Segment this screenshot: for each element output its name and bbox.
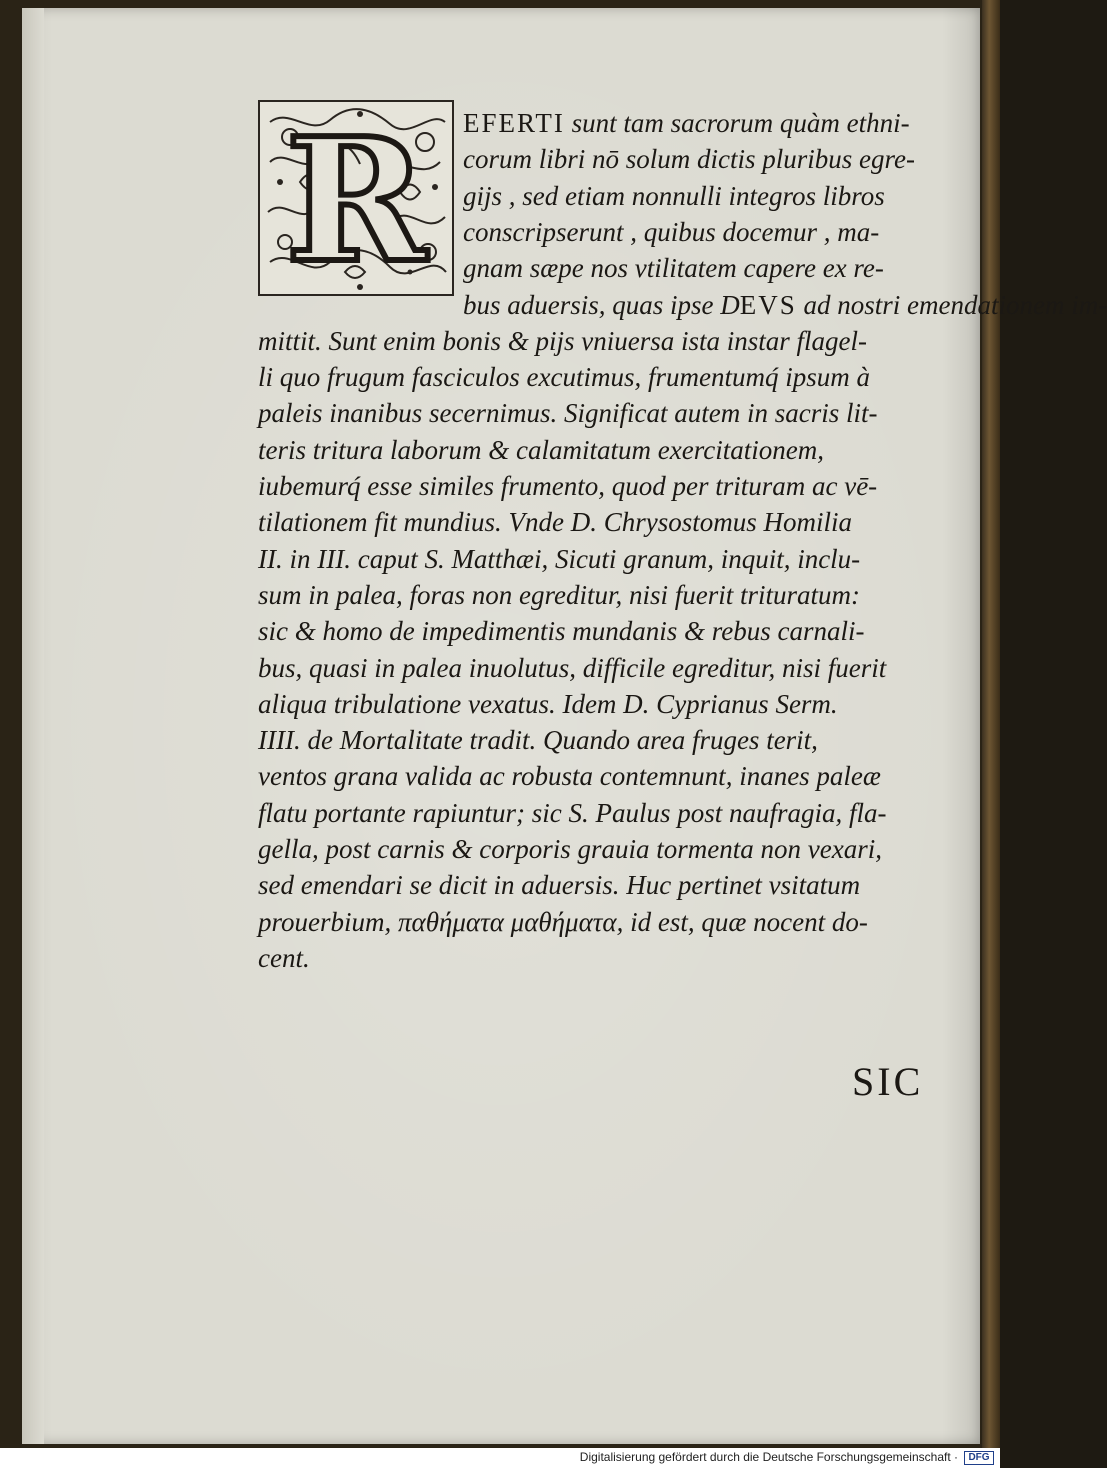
- line-segment: E: [463, 108, 482, 138]
- line-segment: mittit. Sunt enim bonis & pijs vniuersa ista instar flagel-: [258, 325, 868, 356]
- text-line: [258, 359, 948, 395]
- text-line: [258, 758, 948, 794]
- line-segment: IIII. de Mortalitate tradit. Quando area fruges terit,: [258, 725, 818, 756]
- line-segment: aliqua tribulatione vexatus. Idem D. Cyprianus Serm.: [258, 688, 838, 719]
- text-line: [258, 432, 948, 468]
- text-line: [258, 940, 948, 976]
- initial-letter: R: [285, 101, 427, 301]
- line-segment: gella, post carnis & corporis grauia tormenta non vexari,: [258, 834, 882, 864]
- line-segment: FERTI: [481, 108, 565, 138]
- digitization-footer: [0, 1448, 1000, 1468]
- text-line: [463, 214, 948, 250]
- line-segment: ventos grana valida ac robusta contemnunt, inanes paleæ: [258, 761, 881, 792]
- dfg-logo-icon: DFG: [964, 1451, 994, 1465]
- text-line: [463, 178, 948, 214]
- text-line: [463, 287, 1107, 323]
- line-segment: sic & homo de impedimentis mundanis & rebus carnali-: [258, 616, 865, 647]
- line-segment: prouerbium, παθήματα μαθήματα, id est, quæ nocent do-: [258, 906, 868, 937]
- line-segment: ad nostri emendationem im-: [796, 289, 1107, 320]
- line-segment: cent.: [258, 942, 310, 973]
- line-segment: tilationem fit mundius. Vnde D. Chrysostomus Homilia: [258, 507, 852, 538]
- text-line: [258, 722, 948, 758]
- line-segment: gijs , sed etiam nonnulli integros libros: [463, 180, 885, 211]
- line-segment: conscripserunt , quibus docemur , ma-: [463, 216, 880, 247]
- text-line: [258, 686, 948, 722]
- line-segment: sum in palea, foras non egreditur, nisi fuerit trituratum:: [258, 579, 861, 610]
- book-edge: [982, 0, 1000, 1448]
- text-line: [463, 141, 948, 177]
- text-line: [258, 867, 948, 903]
- line-segment: teris tritura laborum & calamitatum exercitationem,: [258, 434, 824, 465]
- catchword: SIC: [852, 1059, 924, 1104]
- text-line: [258, 577, 948, 613]
- decorated-initial: [258, 100, 454, 301]
- text-line: [258, 831, 948, 867]
- line-segment: paleis inanibus secernimus. Significat autem in sacris lit-: [258, 398, 878, 429]
- line-segment: li quo frugum fasciculos excutimus, frumentumq́ ipsum à: [258, 362, 870, 393]
- text-line: [258, 395, 948, 431]
- line-segment: EVS: [739, 289, 797, 320]
- text-line: [258, 904, 948, 940]
- text-line: [258, 323, 948, 359]
- line-segment: sunt tam sacrorum quàm ethni-: [564, 108, 910, 138]
- line-segment: flatu portante rapiuntur; sic S. Paulus post naufragia, fla-: [258, 797, 887, 828]
- line-segment: iubemurq́ esse similes frumento, quod per trituram ac vē-: [258, 471, 878, 501]
- line-segment: gnam sæpe nos vtilitatem capere ex re-: [463, 253, 884, 284]
- text-line: [258, 650, 948, 686]
- line-segment: II. in III. caput S. Matthæi, Sicuti granum, inquit, inclu-: [258, 543, 861, 574]
- funding-notice: Digitalisierung gefördert durch die Deutsche Forschungsgemeinschaft ·: [579, 1450, 958, 1464]
- page-gutter: [22, 8, 44, 1444]
- text-line: [258, 541, 948, 577]
- line-segment: bus, quasi in palea inuolutus, difficile egreditur, nisi fuerit: [258, 652, 887, 683]
- line-segment: sed emendari se dicit in aduersis. Huc pertinet vsitatum: [258, 870, 861, 901]
- text-line: [258, 795, 948, 831]
- line-segment: bus aduersis, quas ipse D: [463, 289, 740, 320]
- text-line: [258, 468, 948, 504]
- line-segment: corum libri nō solum dictis pluribus egre-: [463, 144, 915, 175]
- text-line: [463, 105, 948, 141]
- text-line: [258, 613, 948, 649]
- text-line: [258, 504, 948, 540]
- text-line: [463, 250, 948, 286]
